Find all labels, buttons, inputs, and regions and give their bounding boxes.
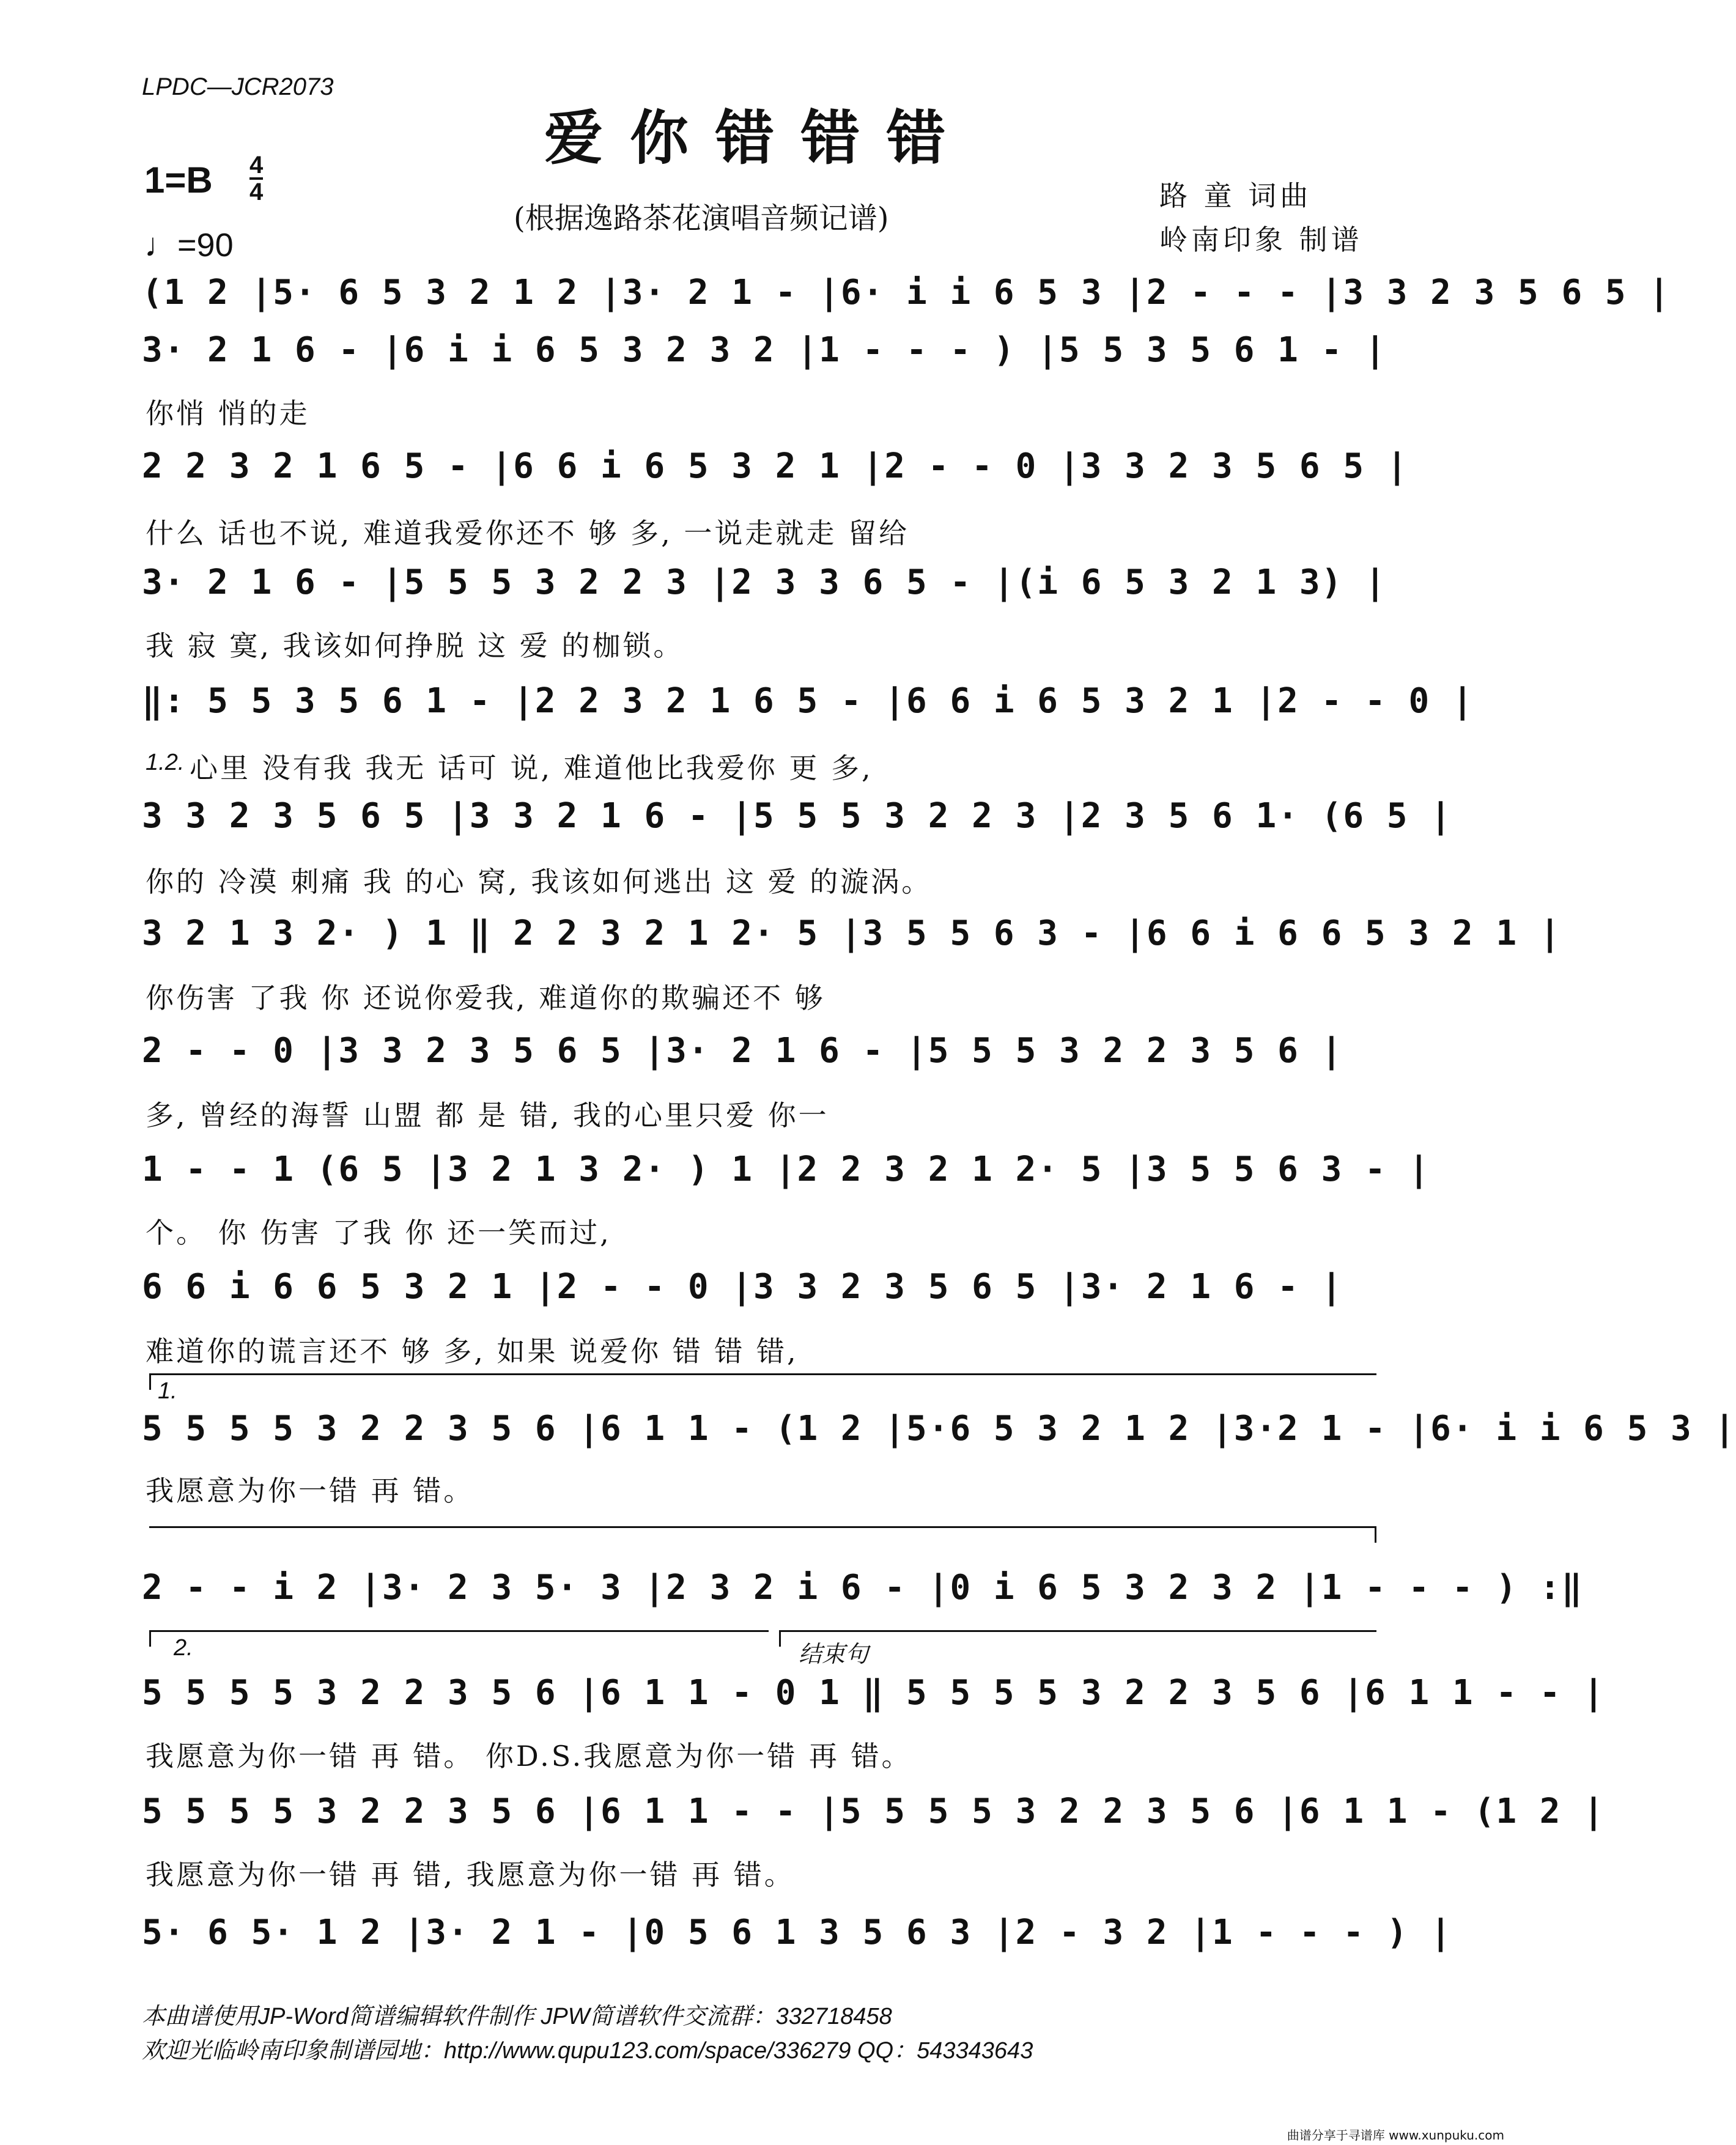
second-ending-label: 2.	[174, 1635, 193, 1661]
lyric-row-5: 心里 没有我 我无 话可 说, 难道他比我爱你 更 多,	[190, 751, 873, 785]
score-code: LPDC—JCR2073	[142, 73, 334, 100]
lyric-row-9: 个。 你 伤害 了我 你 还一笑而过,	[146, 1216, 611, 1249]
footer-software-note: 本曲谱使用JP-Word简谱编辑软件制作 JPW简谱软件交流群：332718458	[142, 2004, 892, 2029]
notation-row-2: 3· 2 1 6 - |6 i i 6 5 3 2 3 2 |1 - - - ) |5 5 3 5 6 1 - |	[142, 330, 1387, 370]
notation-row-5: ‖: 5 5 3 5 6 1 - |2 2 3 2 1 6 5 - |6 6 i 6 5 3 2 1 |2 - - 0 |	[142, 681, 1474, 721]
second-ending-bracket	[149, 1630, 769, 1647]
notation-row-9: 1 - - 1 (6 5 |3 2 1 3 2· ) 1 |2 2 3 2 1 2· 5 |3 5 5 6 3 - |	[142, 1150, 1431, 1189]
lyric-row-7: 你伤害 了我 你 还说你爱我, 难道你的欺骗还不 够	[146, 981, 826, 1014]
notation-row-1: (1 2 |5· 6 5 3 2 1 2 |3· 2 1 - |6· i i 6 5 3 |2 - - - |3 3 2 3 5 6 5 |	[142, 273, 1671, 312]
notation-row-4: 3· 2 1 6 - |5 5 5 3 2 2 3 |2 3 3 6 5 - |(i 6 5 3 2 1 3) |	[142, 563, 1387, 602]
watermark: 曲谱分享于寻谱库 www.xunpuku.com	[1287, 2128, 1504, 2143]
first-ending-label: 1.	[158, 1378, 177, 1404]
lyric-row-8: 多, 曾经的海誓 山盟 都 是 错, 我的心里只爱 你一	[146, 1099, 829, 1132]
notation-row-13: 5 5 5 5 3 2 2 3 5 6 |6 1 1 - 0 1 ‖ 5 5 5 5 3 2 2 3 5 6 |6 1 1 - - |	[142, 1673, 1605, 1713]
subtitle: (根据逸路茶花演唱音频记谱)	[514, 201, 889, 235]
lyric-row-4: 我 寂 寞, 我该如何挣脱 这 爱 的枷锁。	[146, 629, 684, 662]
lyric-row-10: 难道你的谎言还不 够 多, 如果 说爱你 错 错 错,	[146, 1335, 799, 1368]
notation-row-6: 3 3 2 3 5 6 5 |3 3 2 1 6 - |5 5 5 3 2 2 3 |2 3 5 6 1· (6 5 |	[142, 796, 1452, 836]
verse-marks: 1.2.	[146, 750, 185, 775]
time-signature-bottom: 4	[249, 179, 264, 205]
notation-row-10: 6 6 i 6 6 5 3 2 1 |2 - - 0 |3 3 2 3 5 6 5 |3· 2 1 6 - |	[142, 1267, 1343, 1307]
lyric-row-6: 你的 冷漠 刺痛 我 的心 窝, 我该如何逃出 这 爱 的漩涡。	[146, 865, 933, 898]
lyric-row-3: 什么 话也不说, 难道我爱你还不 够 多, 一说走就走 留给	[146, 517, 909, 550]
lyric-row-11: 我愿意为你一错 再 错。	[146, 1474, 475, 1507]
ending-phrase-label: 结束句	[799, 1642, 869, 1667]
lyric-row-13: 我愿意为你一错 再 错。 你D.S.我愿意为你一错 再 错。	[146, 1740, 912, 1773]
notation-row-3: 2 2 3 2 1 6 5 - |6 6 i 6 5 3 2 1 |2 - - 0 |3 3 2 3 5 6 5 |	[142, 446, 1409, 486]
first-ending-continuation	[149, 1526, 1376, 1543]
notation-row-11: 5 5 5 5 3 2 2 3 5 6 |6 1 1 - (1 2 |5·6 5 3 2 1 2 |3·2 1 - |6· i i 6 5 3 |	[142, 1409, 1736, 1449]
footer-website-note: 欢迎光临岭南印象制谱园地：http://www.qupu123.com/space/336279 QQ：543343643	[142, 2038, 1033, 2064]
song-title: 爱你错错错	[544, 103, 972, 172]
ending-phrase-bracket	[779, 1630, 1376, 1647]
lyric-row-14: 我愿意为你一错 再 错, 我愿意为你一错 再 错。	[146, 1858, 795, 1891]
time-signature	[249, 153, 263, 204]
tempo-marking: ♩=90	[144, 227, 234, 264]
first-ending-bracket	[149, 1373, 1376, 1390]
notation-row-7: 3 2 1 3 2· ) 1 ‖ 2 2 3 2 1 2· 5 |3 5 5 6 3 - |6 6 i 6 6 5 3 2 1 |	[142, 914, 1562, 953]
time-signature-top: 4	[249, 152, 264, 179]
key-signature: 1=B	[144, 160, 213, 201]
notation-row-14: 5 5 5 5 3 2 2 3 5 6 |6 1 1 - - |5 5 5 5 3 2 2 3 5 6 |6 1 1 - (1 2 |	[142, 1792, 1605, 1831]
notation-row-15: 5· 6 5· 1 2 |3· 2 1 - |0 5 6 1 3 5 6 3 |2 - 3 2 |1 - - - ) |	[142, 1913, 1452, 1952]
notation-row-8: 2 - - 0 |3 3 2 3 5 6 5 |3· 2 1 6 - |5 5 5 3 2 2 3 5 6 |	[142, 1031, 1343, 1071]
credit-arranger: 岭南印象 制谱	[1159, 223, 1363, 256]
credit-lyrics-music: 路 童 词曲	[1159, 179, 1312, 212]
notation-row-12: 2 - - i 2 |3· 2 3 5· 3 |2 3 2 i 6 - |0 i 6 5 3 2 3 2 |1 - - - ) :‖	[142, 1568, 1584, 1608]
lyric-row-2: 你悄 悄的走	[146, 397, 310, 430]
